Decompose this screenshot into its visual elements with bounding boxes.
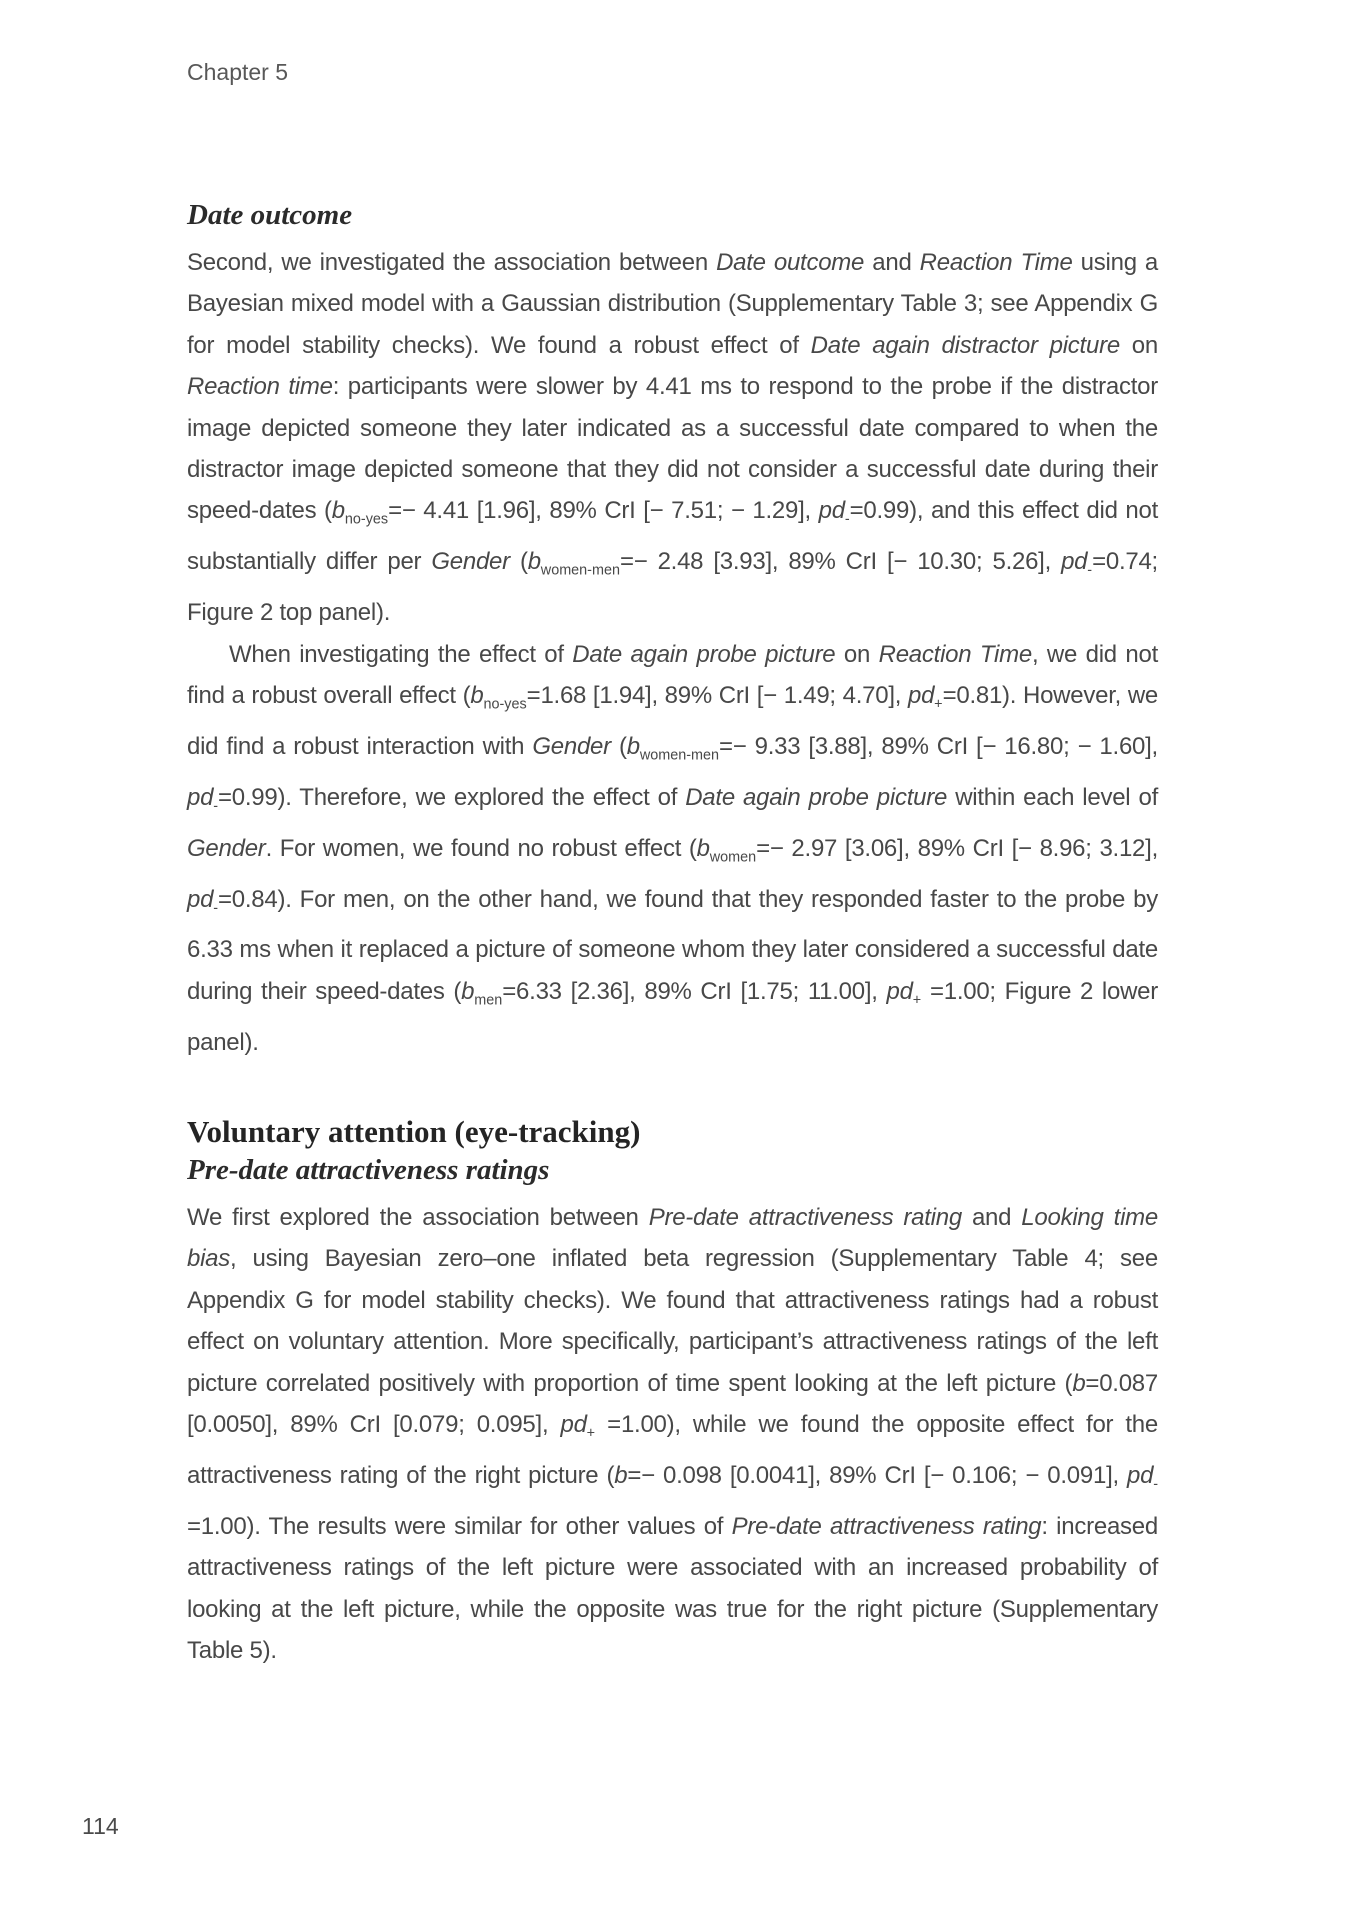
paragraph-voluntary-attention-1: We first explored the association between Pre-date attractiveness rating and Looking time bias, using Bayesian zero–one inflated beta regression (Supplementary Table 4; see Appendix G for model stability checks). We found that attractiveness ratings had a robust effect on voluntary attention. More specifically, participant’s attractiveness ratings of the left picture correlated positively with proportion of time spent looking at the left picture (b=0.087 [0.0050], 89% CrI [0.079; 0.095], $pd_+ =1.00$), while we found the opposite effect for the attractiveness rating of the right picture (b=− 0.098 [0.0041], 89% CrI [− 0.106; − 0.091], $pd_-=1.00$). The results were similar for other values of Pre-date attractiveness rating: increased attractiveness ratings of the left picture were associated with an increased probability of looking at the left picture, while the opposite was true for the right picture (Supplementary Table 5). [187, 1204, 1158, 1665]
paragraph-date-outcome-2: When investigating the effect of Date again probe picture on Reaction Time, we did not find a robust overall effect ($b_{no-yes}=1.68$ [1.94], 89% CrI [− 1.49; 4.70], $pd_+=0.81$). However, we did find a robust interaction with Gender ($b_{women-men}=- 9.33$ [3.88], 89% CrI [− 16.80; − 1.60], $pd_-=0.99$). Therefore, we explored the effect of Date again probe picture within each level of Gender. For women, we found no robust effect ($b_{women}=- 2.97$ [3.06], 89% CrI [− 8.96; 3.12], $pd_-=0.84$). For men, on the other hand, we found that they responded faster to the probe by 6.33 ms when it replaced a picture of someone whom they later considered a successful date during their speed-dates ($b_{men}=6.33$ [2.36], 89% CrI [1.75; 11.00], $pd_+ =1.00$; Figure 2 lower panel). [187, 640, 1159, 1056]
paragraph-date-outcome-1: Second, we investigated the association between Date outcome and Reaction Time using a Bayesian mixed model with a Gaussian distribution (Supplementary Table 3; see Appendix G for model stability checks). We found a robust effect of Date again distractor picture on Reaction time: participants were slower by 4.41 ms to respond to the probe if the distractor image depicted someone they later indicated as a successful date compared to when the distractor image depicted someone that they did not consider a successful date during their speed-dates ($b_{no-yes}=- 4.41$ [1.96], 89% CrI [− 7.51; − 1.29], $pd_-=0.99$), and this effect did not substantially differ per Gender ($b_{women-men}=- 2.48$ [3.93], 89% CrI [− 10.30; 5.26], $pd_-=0.74$; Figure 2 top panel). [187, 249, 1158, 627]
subheading-pre-date-attractiveness: Pre-date attractiveness ratings [187, 1154, 550, 1187]
page-content [187, 198, 1158, 1671]
running-header: Chapter 5 [187, 59, 289, 85]
heading-voluntary-attention: Voluntary attention (eye-tracking) [187, 1114, 641, 1150]
page-number: 114 [82, 1813, 119, 1839]
heading-date-outcome: Date outcome [187, 199, 353, 231]
